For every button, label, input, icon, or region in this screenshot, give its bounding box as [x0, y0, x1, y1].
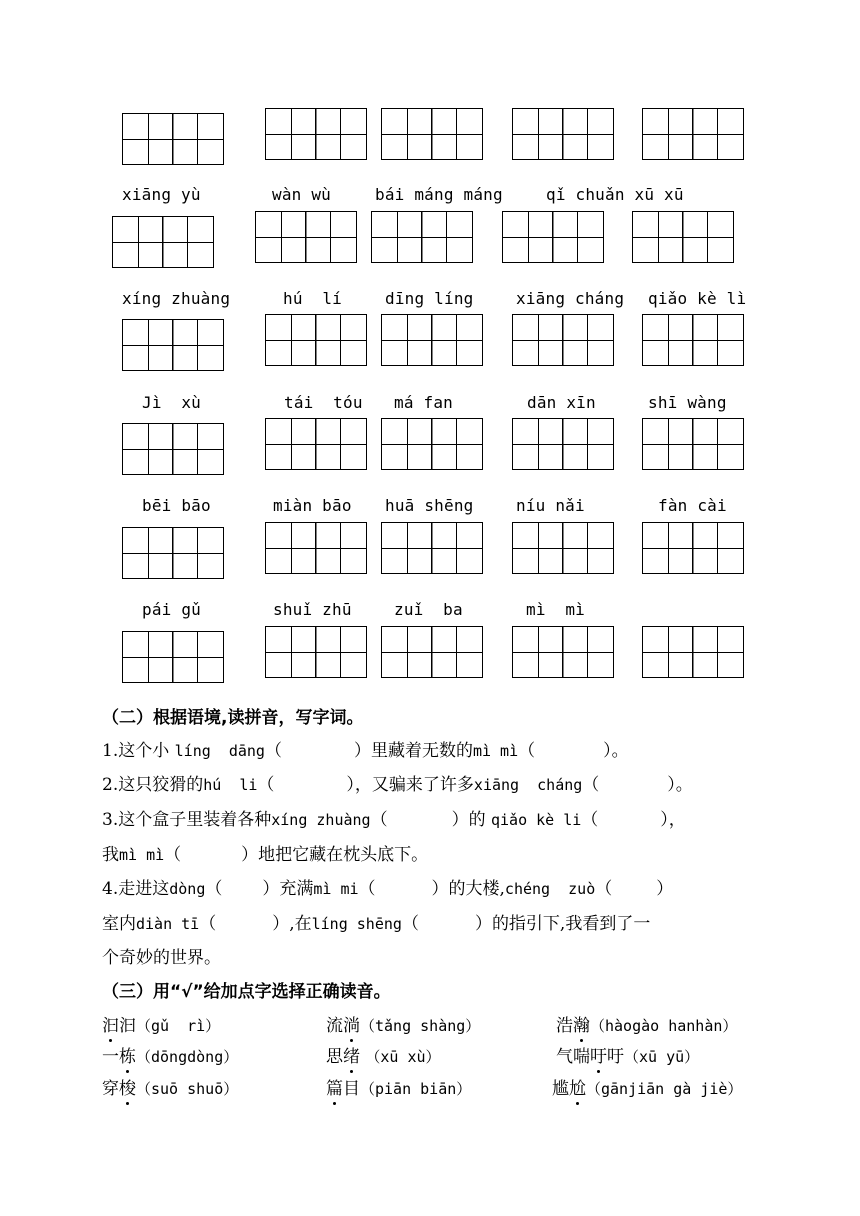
pinyin-label: xiāng yù: [122, 185, 201, 204]
q4b-text-b: ,在: [289, 914, 312, 934]
pinyin-label: tái tóu: [284, 393, 363, 412]
writing-box[interactable]: [371, 211, 473, 263]
q4-pinyin-2: mì mi: [313, 880, 359, 898]
q2-pinyin-1: hú li: [203, 776, 258, 794]
pinyin-row-3: [0, 393, 860, 417]
pinyin-label: xíng zhuàng: [122, 289, 231, 308]
writing-box[interactable]: [381, 314, 483, 366]
writing-box[interactable]: [122, 527, 224, 579]
writing-box[interactable]: [265, 314, 367, 366]
q3-pinyin-2: qiǎo kè li: [490, 811, 582, 829]
pinyin-row-2: [0, 289, 860, 313]
writing-grid-row-6: [0, 626, 860, 686]
q4b-text-c: 的指引下,我看到了一: [491, 914, 651, 934]
pinyin-label: huā shēng: [385, 496, 474, 515]
q4-pinyin-3: chéng zuò: [504, 880, 596, 898]
writing-box[interactable]: [642, 626, 744, 678]
pinyin-label: miàn bāo: [273, 496, 352, 515]
q4b-pinyin-1: diàn tī: [136, 915, 200, 933]
section-3-heading: （三）用“√”给加点字选择正确读音。: [102, 982, 391, 1002]
pinyin-label: dīng líng: [385, 289, 474, 308]
q4b-pinyin-2: líng shēng: [311, 915, 402, 933]
q4-text-b: 充满: [279, 879, 314, 899]
question-3: 3.这个盒子里装着各种xíng zhuàng（ ）的 qiǎo kè li（ ），: [102, 810, 686, 830]
writing-box[interactable]: [381, 626, 483, 678]
pinyin-label: má fan: [394, 393, 453, 412]
reading-options[interactable]: （xū yū）: [624, 1048, 700, 1066]
writing-box[interactable]: [265, 108, 367, 160]
writing-box[interactable]: [512, 418, 614, 470]
choice-item: 一栋（dōngdòng）: [102, 1042, 238, 1067]
pinyin-label: shī wàng: [648, 393, 727, 412]
writing-box[interactable]: [112, 216, 214, 268]
dotted-char: 吁: [590, 1042, 607, 1067]
writing-box[interactable]: [642, 522, 744, 574]
q1-pinyin-1: líng dāng: [174, 742, 265, 760]
pinyin-label: qiǎo kè lì: [648, 289, 747, 308]
pinyin-row-5: [0, 600, 860, 624]
writing-box[interactable]: [512, 314, 614, 366]
writing-box[interactable]: [122, 319, 224, 371]
q4-pinyin-1: dòng: [169, 880, 206, 898]
writing-box[interactable]: [381, 522, 483, 574]
question-4: 4.走进这dòng（ ）充满mì mi（ ）的大楼,chéng zuò（ ）: [102, 879, 674, 899]
writing-box[interactable]: [265, 626, 367, 678]
writing-box[interactable]: [512, 522, 614, 574]
choice-item: 浩瀚（hàogào hanhàn）: [556, 1011, 737, 1036]
choice-item: 尴尬（gānjiān gà jiè）: [552, 1074, 742, 1099]
question-2: 2.这只狡猾的hú li（ ），又骗来了许多xiāng cháng（ ）。: [102, 775, 693, 795]
dotted-char: 淌: [343, 1011, 360, 1036]
writing-box[interactable]: [512, 108, 614, 160]
pinyin-label: zuǐ ba: [394, 600, 463, 619]
writing-box[interactable]: [255, 211, 357, 263]
q4b-text-a: 室内: [102, 914, 136, 934]
pinyin-label: Jì xù: [142, 393, 201, 412]
q2-text-a: 2.这只狡猾的: [102, 775, 204, 795]
writing-box[interactable]: [642, 418, 744, 470]
writing-box[interactable]: [632, 211, 734, 263]
section-2-heading: （二）根据语境,读拼音，写字词。: [102, 708, 364, 728]
pinyin-label: fàn cài: [658, 496, 727, 515]
q1-pinyin-2: mì mì: [472, 742, 519, 760]
writing-box[interactable]: [122, 113, 224, 165]
q4c-text-a: 个奇妙的世界。: [102, 948, 221, 968]
reading-options[interactable]: （xū xù）: [365, 1048, 441, 1066]
choice-item: 思绪 （xū xù）: [326, 1042, 441, 1067]
dotted-char: 栋: [119, 1042, 136, 1067]
pinyin-label: mì mì: [526, 600, 585, 619]
writing-grid-row-5: [0, 522, 860, 582]
q4-text-c: 的大楼,: [448, 879, 505, 899]
q3-text-b: 的: [468, 810, 486, 830]
q1-text-c: 。: [611, 741, 629, 761]
writing-box[interactable]: [122, 631, 224, 683]
writing-box[interactable]: [642, 108, 744, 160]
dotted-char: 梭: [119, 1074, 136, 1099]
question-4-cont2: [102, 943, 221, 968]
q3-text-c: ，: [668, 810, 686, 830]
writing-box[interactable]: [512, 626, 614, 678]
q3-pinyin-1: xíng zhuàng: [271, 811, 371, 829]
reading-options[interactable]: （piān biān）: [360, 1080, 472, 1098]
reading-options[interactable]: （gǔ rì）: [136, 1017, 221, 1035]
reading-options[interactable]: （tǎng shàng）: [360, 1017, 481, 1035]
question-4-cont: 室内diàn tī（ ）,在líng shēng（ ）的指引下,我看到了一: [102, 914, 651, 934]
pinyin-row-1: [0, 185, 860, 209]
q1-text-b: 里藏着无数的: [370, 741, 473, 761]
q2-text-b: ，又骗来了许多: [354, 775, 474, 795]
writing-box[interactable]: [265, 418, 367, 470]
pinyin-label: bēi bāo: [142, 496, 211, 515]
q1-text-a: 1.这个小: [102, 741, 170, 761]
q4-text-a: 4.走进这: [102, 879, 170, 899]
pinyin-label: níu nǎi: [516, 496, 585, 515]
pinyin-label: bái máng máng: [375, 185, 503, 204]
writing-box[interactable]: [381, 108, 483, 160]
writing-box[interactable]: [122, 423, 224, 475]
q2-pinyin-2: xiāng cháng: [473, 776, 583, 794]
question-3-cont: 我mì mì（ ）地把它藏在枕头底下。: [102, 845, 429, 865]
pinyin-label: xiāng cháng: [516, 289, 625, 308]
pinyin-label: dān xīn: [527, 393, 596, 412]
reading-options[interactable]: （suō shuō）: [136, 1080, 239, 1098]
dotted-char: 尬: [569, 1074, 586, 1099]
q2-text-c: 。: [675, 775, 693, 795]
pinyin-label: hú lí: [283, 289, 342, 308]
reading-options[interactable]: （dōngdòng）: [136, 1048, 239, 1066]
choice-item: 流淌（tǎng shàng）: [326, 1011, 480, 1036]
writing-grid-row-2: [0, 211, 860, 271]
pinyin-label: wàn wù: [272, 185, 331, 204]
writing-grid-row-4: [0, 418, 860, 478]
writing-box[interactable]: [642, 314, 744, 366]
pinyin-row-4: [0, 496, 860, 520]
dotted-char: 绪: [343, 1042, 360, 1067]
writing-box[interactable]: [502, 211, 604, 263]
question-1: 1.这个小 líng dāng（ ）里藏着无数的mì mì（ ）。: [102, 741, 629, 761]
pinyin-label: shuǐ zhū: [273, 600, 352, 619]
writing-grid-row-1: [0, 108, 860, 168]
q3b-text-a: 我: [102, 845, 119, 865]
reading-options[interactable]: （gānjiān gà jiè）: [586, 1080, 743, 1098]
q3b-pinyin-1: mì mì: [119, 846, 165, 864]
dotted-char: 汩: [102, 1011, 119, 1036]
choice-item: 穿梭（suō shuō）: [102, 1074, 238, 1099]
writing-box[interactable]: [265, 522, 367, 574]
pinyin-label: qǐ chuǎn xū xū: [546, 185, 684, 204]
reading-options[interactable]: （hàogào hanhàn）: [590, 1017, 738, 1035]
choice-item: 气喘吁吁（xū yū）: [556, 1042, 699, 1067]
pinyin-label: pái gǔ: [142, 600, 201, 619]
writing-box[interactable]: [381, 418, 483, 470]
dotted-char: 瀚: [573, 1011, 590, 1036]
choice-item: 汩汩（gǔ rì）: [102, 1011, 220, 1036]
dotted-char: 篇: [326, 1074, 343, 1099]
writing-grid-row-3: [0, 314, 860, 374]
q3b-text-b: 地把它藏在枕头底下。: [258, 845, 429, 865]
choice-item: 篇目（piān biān）: [326, 1074, 471, 1099]
q3-text-a: 3.这个盒子里装着各种: [102, 810, 272, 830]
